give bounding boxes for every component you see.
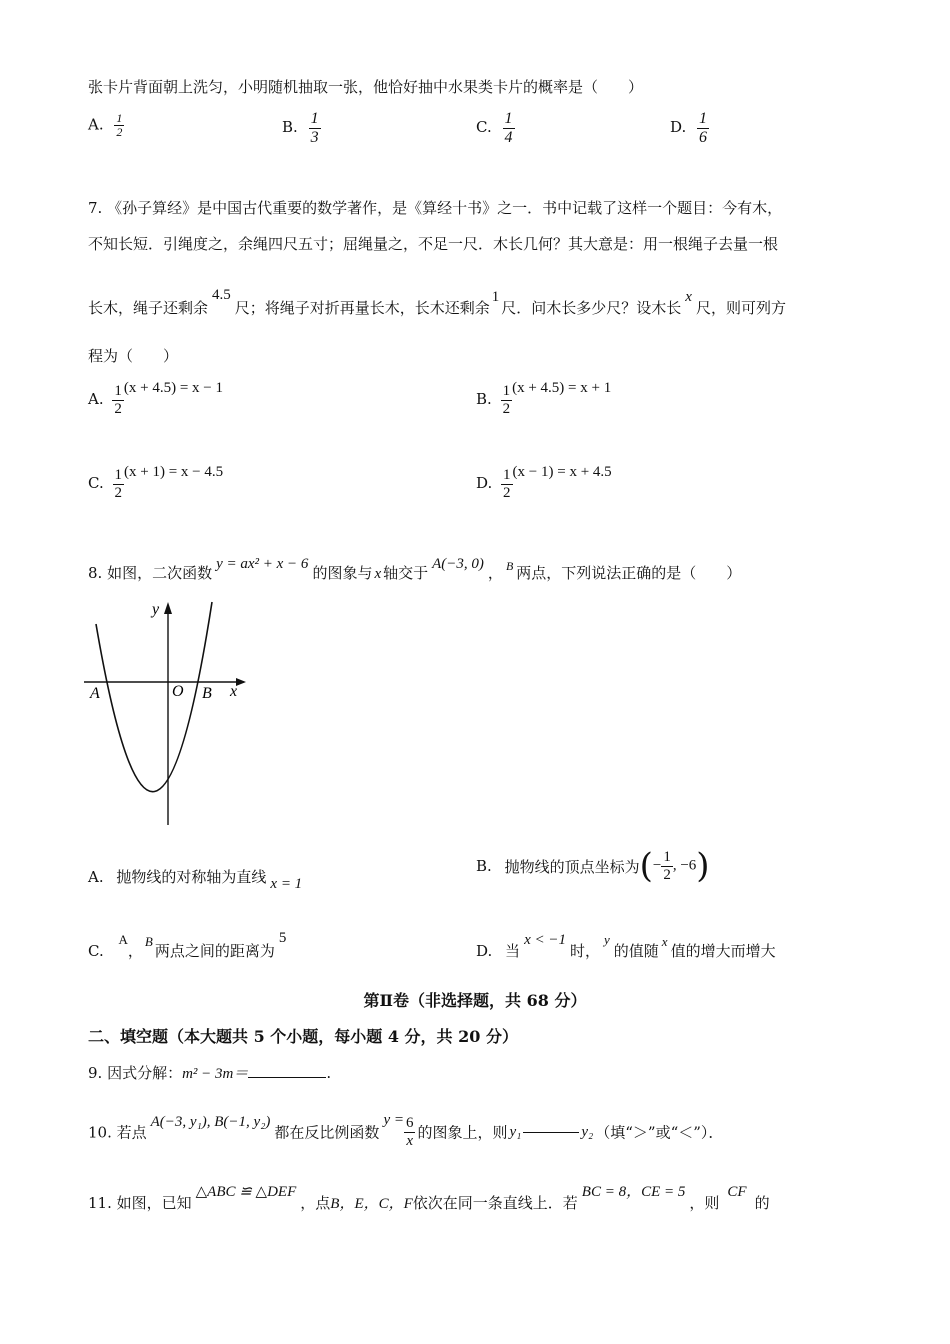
- fraction: $\frac{1}{2}$: [503, 467, 511, 501]
- fraction: $\frac{6}{x}$: [405, 1115, 414, 1149]
- q7-option-a[interactable]: A. $\frac{1}{2}$ (x + 4.5) = x − 1: [88, 380, 224, 417]
- fraction: $\frac{1}{2}$: [114, 467, 122, 501]
- option-label: B.: [282, 118, 298, 137]
- section-title: 第Ⅱ卷（非选择题，共 68 分）: [363, 991, 587, 1010]
- point-b-label: B: [202, 685, 212, 702]
- var-x: x: [685, 289, 692, 305]
- q11: 11. 如图，已知△ABC ≌ △DEF，点B，E，C，F依次在同一条直线上．若BC = 8，CE = 5，则CF的: [88, 1184, 770, 1212]
- y-axis-arrow: [164, 602, 172, 614]
- option-label: C.: [476, 118, 492, 137]
- fraction: $\frac{1}{2}$: [502, 383, 511, 417]
- q7-option-c[interactable]: C. $\frac{1}{2}$ (x + 1) = x − 4.5: [88, 464, 224, 501]
- fraction: $\frac{1}{6}$: [699, 110, 708, 146]
- equation: (x + 4.5) = x − 1: [123, 380, 224, 396]
- q6-option-a[interactable]: [88, 112, 124, 139]
- answer-blank[interactable]: [523, 1132, 579, 1133]
- fraction: $\frac{1}{2}$: [663, 849, 671, 883]
- point-a-label: A: [90, 685, 100, 702]
- value-4-5: 4.5: [212, 287, 231, 303]
- equation: (x + 4.5) = x + 1: [512, 380, 612, 396]
- x-axis-arrow: [236, 678, 246, 686]
- point-a: A(−3, 0): [432, 556, 484, 572]
- q7-option-b[interactable]: B. $\frac{1}{2}$ (x + 4.5) = x + 1: [476, 380, 612, 417]
- option-label: A.: [88, 115, 104, 134]
- q7-line1: 7. 《孙子算经》是中国古代重要的数学著作，是《算经十书》之一．书中记载了这样一个题目：今有木，: [88, 199, 783, 217]
- points-expression: A(−3, y₁), B(−1, y₂): [150, 1114, 271, 1130]
- equation: (x − 1) = x + 4.5: [512, 464, 612, 480]
- parabola-curve: [96, 602, 212, 792]
- value-1: 1: [491, 289, 500, 305]
- y-axis-label: y: [152, 601, 160, 618]
- q7-option-d[interactable]: D. $\frac{1}{2}$ (x − 1) = x + 4.5: [476, 464, 612, 501]
- q8-stem: 8. 如图，二次函数 y = ax² + x − 6 的图象与 x 轴交于 A(−3, 0) ， $^B$ 两点，下列说法正确的是（ ）: [88, 556, 742, 582]
- congruence-expression: △ABC ≌ △DEF: [195, 1184, 297, 1200]
- answer-blank[interactable]: [248, 1077, 326, 1078]
- q6-option-c[interactable]: [476, 110, 515, 146]
- fraction: $\frac{1}{2}$: [114, 383, 122, 417]
- point-b: B: [505, 559, 514, 573]
- q7-line4: 程为（ ）: [88, 347, 179, 365]
- fraction: $\frac{1}{2}$: [116, 111, 123, 140]
- parabola-graph: [84, 600, 254, 830]
- fraction: $\frac{1}{3}$: [310, 110, 319, 146]
- q6-option-b[interactable]: [282, 110, 321, 146]
- option-label: D.: [670, 118, 687, 137]
- q8-option-d[interactable]: D. 当x < −1时，y的值随x值的增大而增大: [476, 932, 776, 960]
- section-heading: 二、填空题（本大题共 5 个小题，每小题 4 分，共 20 分）: [88, 1027, 518, 1046]
- function-expression: y = ax² + x − 6: [216, 556, 309, 572]
- given-expression: BC = 8，CE = 5: [581, 1184, 686, 1200]
- q7-line3: 长木，绳子还剩余4.5尺；将绳子对折再量长木，长木还剩余1尺．问木长多少尺？设木长x尺，则可列方: [88, 287, 786, 317]
- q8-option-a[interactable]: A. 抛物线的对称轴为直线 x = 1: [88, 868, 303, 892]
- q6-option-d[interactable]: [670, 110, 709, 146]
- q7-line2: 不知长短．引绳度之，余绳四尺五寸；屈绳量之，不足一尺．木长几何？其大意是：用一根绳子去量一根: [88, 235, 779, 253]
- x-axis-label: x: [230, 683, 238, 700]
- origin-label: O: [172, 683, 184, 700]
- q6-stem: 张卡片背面朝上洗匀，小明随机抽取一张，他恰好抽中水果类卡片的概率是（ ）: [88, 78, 644, 96]
- fraction: $\frac{1}{4}$: [504, 110, 513, 146]
- q8-option-c[interactable]: C. A，B两点之间的距离为5: [88, 930, 287, 960]
- q8-option-b[interactable]: B. 抛物线的顶点坐标为(− $\frac{1}{2}$ , −6): [476, 846, 710, 886]
- q10: 10. 若点A(−3, y₁), B(−1, y₂)都在反比例函数y = $\frac{6}{x}$ 的图象上，则 y₁ y₂ （填“＞”或“＜”）．: [88, 1112, 724, 1149]
- equation: (x + 1) = x − 4.5: [124, 464, 224, 480]
- q9: 9. 因式分解：m² − 3m＝ .: [88, 1064, 332, 1082]
